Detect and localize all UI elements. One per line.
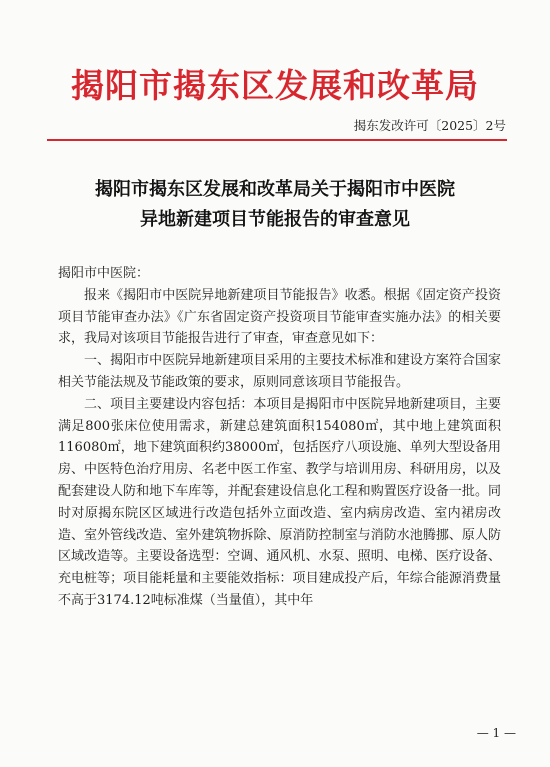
document-body bbox=[58, 263, 501, 612]
title-line-2: 异地新建项目节能报告的审查意见 bbox=[140, 209, 410, 230]
body-paragraph-2: 一、揭阳市中医院异地新建项目采用的主要技术标准和建设方案符合国家相关节能法规及节能政策的要求，原则同意该项目节能报告。 bbox=[58, 353, 501, 390]
document-title bbox=[0, 175, 550, 235]
red-separator-line bbox=[47, 139, 507, 141]
title-line-1: 揭阳市揭东区发展和改革局关于揭阳市中医院 bbox=[95, 179, 455, 200]
document-number: 揭东发改许可〔2025〕2号 bbox=[353, 118, 506, 133]
body-paragraph-3: 二、项目主要建设内容包括：本项目是揭阳市中医院异地新建项目，主要满足800张床位使用需求，新建总建筑面积154080㎡，其中地上建筑面积116080㎡，地下建筑面积约38000㎡，包括医疗八项设施、单列大型设备用房、中医特色治疗用房、名老中医工作室、教学与培训用房、科研用房，以及配套建设人防和地下车库等，并配套建设信息化工程和购置医疗设备一批。同时对原揭东院区区域进行改造包括外立面改造、室内病房改造、室内裙房改造、室外管线改造、室外建筑物拆除、原消防控制室与消防水池腾挪、原人防区域改造等。主要设备选型：空调、通风机、水泵、照明、电梯、医疗设备、充电桩等；项目能耗量和主要能效指标：项目建成投产后，年综合能源消费量不高于3174.12吨标准煤（当量值），其中年 bbox=[58, 396, 501, 608]
body-paragraph-1: 报来《揭阳市中医院异地新建项目节能报告》收悉。根据《固定资产投资项目节能审查办法》《广东省固定资产投资项目节能审查实施办法》的相关要求，我局对该项目节能报告进行了审查，审查意见如下： bbox=[58, 287, 501, 347]
salutation: 揭阳市中医院： bbox=[58, 266, 150, 281]
issuing-authority-header: 揭阳市揭东区发展和改革局 bbox=[71, 66, 479, 105]
page-number: — 1 — bbox=[476, 726, 516, 740]
